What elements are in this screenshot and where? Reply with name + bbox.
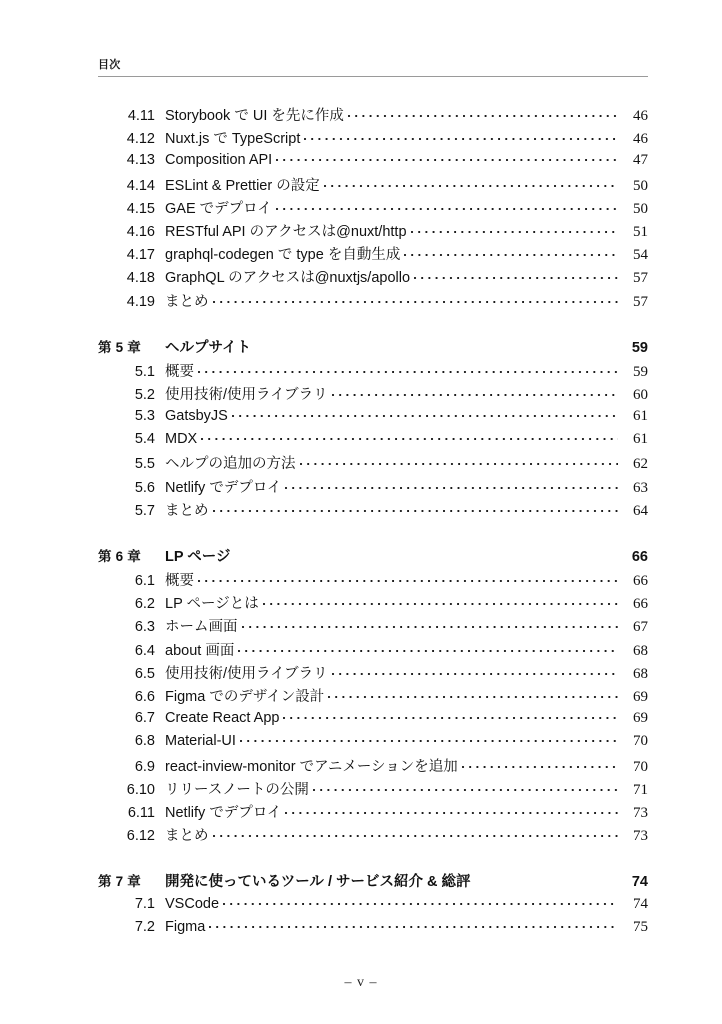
toc-dot-leader <box>213 501 619 515</box>
toc-entry-number: 6.7 <box>134 710 155 727</box>
toc-section-row[interactable] <box>98 894 648 917</box>
toc-section-row[interactable] <box>98 266 648 289</box>
toc-entry-page: 59 <box>631 339 648 356</box>
toc-entry-title: まとめ <box>165 293 209 310</box>
toc-entry-number: 5.4 <box>134 431 155 448</box>
toc-entry-number: 6.3 <box>134 619 155 636</box>
toc-entry-title: Nuxt.js で TypeScript <box>165 131 301 148</box>
toc-entry-number: 6.10 <box>126 781 155 798</box>
toc-entry-number: 4.14 <box>126 177 155 194</box>
toc-entry-page: 70 <box>633 733 648 750</box>
toc-entry-number: 7.2 <box>134 919 155 936</box>
toc-entry-number: 5.7 <box>134 502 155 519</box>
toc-section-row[interactable] <box>98 917 648 940</box>
running-header <box>98 58 648 77</box>
toc-dot-leader <box>213 292 619 306</box>
toc-section-row[interactable] <box>98 731 648 754</box>
toc-section-row[interactable] <box>98 197 648 220</box>
toc-entry-number: 7.1 <box>134 896 155 913</box>
toc-dot-leader <box>475 872 618 886</box>
toc-section-row[interactable] <box>98 150 648 173</box>
toc-section-row[interactable] <box>98 639 648 662</box>
toc-entry-title: VSCode <box>165 896 220 913</box>
toc-entry-number: 4.15 <box>126 200 155 217</box>
toc-entry-title: ヘルプの追加の方法 <box>165 456 296 473</box>
toc-entry-number: 第 7 章 <box>98 874 142 890</box>
toc-section-row[interactable] <box>98 569 648 592</box>
toc-entry-title: リリースノートの公開 <box>165 781 309 798</box>
toc-entry-title: MDX <box>165 431 198 448</box>
toc-dot-leader <box>276 199 618 213</box>
toc-entry-page: 70 <box>633 758 648 775</box>
toc-entry-title: GatsbyJS <box>165 408 228 425</box>
toc-entry-page: 47 <box>633 152 648 169</box>
toc-dot-leader <box>283 708 618 722</box>
toc-chapter-row[interactable] <box>98 870 648 894</box>
toc-entry-title: 概要 <box>165 573 194 589</box>
toc-entry-number: 第 6 章 <box>98 549 142 564</box>
toc-section-row[interactable] <box>98 406 648 429</box>
toc-section-row[interactable] <box>98 662 648 685</box>
page-number-footer: – v – <box>344 975 378 990</box>
toc-entry-number: 6.4 <box>134 642 155 659</box>
toc-entry-title: Netlify でデプロイ <box>165 479 282 496</box>
toc-dot-leader <box>198 571 618 585</box>
toc-dot-leader <box>223 894 618 908</box>
toc-entry-title: Netlify でデプロイ <box>165 804 282 821</box>
toc-dot-leader <box>198 362 618 376</box>
toc-dot-leader <box>462 757 618 771</box>
toc-dot-leader <box>304 129 618 143</box>
toc-entry-title: GraphQL のアクセスは@nuxtjs/apollo <box>165 270 411 287</box>
toc-entry-title: 開発に使っているツール / サービス紹介 & 総評 <box>165 874 471 891</box>
toc-entry-page: 46 <box>633 131 648 148</box>
toc-entry-title: Material-UI <box>165 733 236 750</box>
toc-section-row[interactable] <box>98 429 648 452</box>
toc-entry-number: 6.1 <box>134 573 155 589</box>
toc-entry-title: ESLint & Prettier の設定 <box>165 177 320 194</box>
toc-entry-number: 6.5 <box>134 665 155 682</box>
toc-entry-title: Composition API <box>165 152 273 169</box>
toc-dot-leader <box>255 338 618 352</box>
header-rule <box>98 76 648 77</box>
toc-dot-leader <box>238 641 618 655</box>
toc-entry-page: 50 <box>633 200 648 217</box>
toc-entry-title: graphql-codegen で type を自動生成 <box>165 247 401 264</box>
toc-section-row[interactable] <box>98 220 648 243</box>
toc-entry-number: 4.19 <box>126 293 155 310</box>
toc-entry-title: まとめ <box>165 502 209 519</box>
toc-dot-leader <box>232 406 618 420</box>
toc-entry-title: 概要 <box>165 363 194 380</box>
toc-entry-number: 第 5 章 <box>98 339 142 355</box>
toc-entry-number: 5.1 <box>134 363 155 380</box>
toc-section-row[interactable] <box>98 778 648 801</box>
toc-entry-number: 5.5 <box>134 456 155 473</box>
toc-entry-number: 4.13 <box>126 152 155 169</box>
toc-entry-number: 6.2 <box>134 596 155 613</box>
toc-dot-leader <box>276 150 618 164</box>
toc-dot-leader <box>213 826 619 840</box>
toc-entry-number: 5.2 <box>134 386 155 403</box>
toc-dot-leader <box>332 385 618 399</box>
toc-dot-leader <box>328 687 618 701</box>
toc-entry-page: 68 <box>633 665 648 682</box>
toc-section-row[interactable] <box>98 174 648 197</box>
toc-entry-page: 63 <box>633 479 648 496</box>
toc-entry-page: 61 <box>633 408 648 425</box>
toc-section-row[interactable] <box>98 755 648 778</box>
toc-entry-title: LP ページとは <box>165 596 259 613</box>
toc-dot-leader <box>324 176 618 190</box>
toc-entry-title: LP ページ <box>165 549 231 565</box>
toc-entry-number: 6.9 <box>134 758 155 775</box>
toc-entry-page: 68 <box>633 642 648 659</box>
toc-entry-number: 4.11 <box>127 108 155 124</box>
toc-entry-title: Storybook で UI を先に作成 <box>165 108 344 124</box>
toc-dot-leader <box>332 664 618 678</box>
toc-dot-leader <box>263 594 618 608</box>
toc-entry-title: Figma でのデザイン設計 <box>165 688 325 705</box>
toc-section-row[interactable] <box>98 127 648 150</box>
toc-entry-title: Create React App <box>165 710 280 727</box>
toc-entry-page: 51 <box>633 223 648 240</box>
toc-entry-page: 66 <box>633 573 648 589</box>
toc-entry-number: 4.16 <box>126 223 155 240</box>
toc-section-row[interactable] <box>98 592 648 615</box>
toc-entry-page: 62 <box>633 456 648 473</box>
toc-entry-number: 5.3 <box>134 408 155 425</box>
toc-section-row[interactable] <box>98 615 648 638</box>
toc-entry-title: about 画面 <box>165 642 235 659</box>
toc-entry-title: 使用技術/使用ライブラリ <box>165 386 328 403</box>
toc-entry-number: 5.6 <box>134 479 155 496</box>
toc-entry-page: 74 <box>633 896 648 913</box>
toc-entry-page: 57 <box>633 270 648 287</box>
toc-entry-page: 66 <box>633 596 648 613</box>
toc-entry-page: 61 <box>633 431 648 448</box>
toc-entry-number: 4.12 <box>126 131 155 148</box>
toc-dot-leader <box>313 780 618 794</box>
toc-entry-number: 6.12 <box>126 828 155 845</box>
toc-dot-leader <box>242 617 619 631</box>
toc-section-row[interactable] <box>98 824 648 847</box>
toc-entry-page: 66 <box>631 549 648 565</box>
toc-entry-page: 60 <box>633 386 648 403</box>
toc-entry-page: 64 <box>633 502 648 519</box>
toc-entry-title: react-inview-monitor でアニメーションを追加 <box>165 758 458 775</box>
toc-dot-leader <box>240 731 618 745</box>
toc-entry-title: GAE でデプロイ <box>165 200 272 217</box>
toc-entry-page: 54 <box>633 247 648 264</box>
toc-section-row[interactable] <box>98 104 648 127</box>
toc-dot-leader <box>209 917 618 931</box>
toc-list <box>98 104 648 941</box>
toc-entry-number: 6.6 <box>134 688 155 705</box>
toc-entry-page: 75 <box>633 919 648 936</box>
toc-entry-page: 73 <box>633 804 648 821</box>
header-title: 目次 <box>98 59 121 71</box>
toc-dot-leader <box>285 803 618 817</box>
toc-dot-leader <box>404 245 618 259</box>
toc-chapter-row[interactable] <box>98 336 648 360</box>
toc-entry-title: Figma <box>165 919 206 936</box>
toc-entry-title: まとめ <box>165 828 209 845</box>
toc-entry-title: 使用技術/使用ライブラリ <box>165 665 328 682</box>
toc-entry-title: ヘルプサイト <box>165 339 251 356</box>
toc-entry-page: 69 <box>633 688 648 705</box>
toc-entry-number: 4.17 <box>126 247 155 264</box>
toc-section-row[interactable] <box>98 290 648 313</box>
toc-entry-page: 57 <box>633 293 648 310</box>
toc-section-row[interactable] <box>98 360 648 383</box>
toc-dot-leader <box>414 268 618 282</box>
toc-section-row[interactable] <box>98 383 648 406</box>
toc-dot-leader <box>300 454 619 468</box>
toc-entry-number: 6.11 <box>127 804 155 821</box>
toc-entry-number: 6.8 <box>134 733 155 750</box>
toc-chapter-row[interactable] <box>98 545 648 569</box>
toc-dot-leader <box>411 222 618 236</box>
toc-section-row[interactable] <box>98 243 648 266</box>
toc-entry-page: 67 <box>633 619 648 636</box>
toc-entry-page: 73 <box>633 828 648 845</box>
toc-entry-page: 59 <box>633 363 648 380</box>
toc-entry-title: ホーム画面 <box>165 619 238 636</box>
toc-dot-leader <box>201 429 618 443</box>
toc-entry-page: 50 <box>633 177 648 194</box>
toc-dot-leader <box>285 478 618 492</box>
toc-dot-leader <box>348 106 618 120</box>
toc-dot-leader <box>235 547 618 561</box>
toc-section-row[interactable] <box>98 708 648 731</box>
toc-entry-title: RESTful API のアクセスは@nuxt/http <box>165 223 407 240</box>
toc-section-row[interactable] <box>98 476 648 499</box>
toc-entry-page: 46 <box>633 108 648 124</box>
toc-entry-page: 74 <box>631 874 648 891</box>
toc-section-row[interactable] <box>98 801 648 824</box>
toc-entry-page: 71 <box>633 781 648 798</box>
toc-entry-number: 4.18 <box>126 270 155 287</box>
toc-section-row[interactable] <box>98 499 648 522</box>
toc-entry-page: 69 <box>633 710 648 727</box>
toc-section-row[interactable] <box>98 452 648 475</box>
toc-section-row[interactable] <box>98 685 648 708</box>
